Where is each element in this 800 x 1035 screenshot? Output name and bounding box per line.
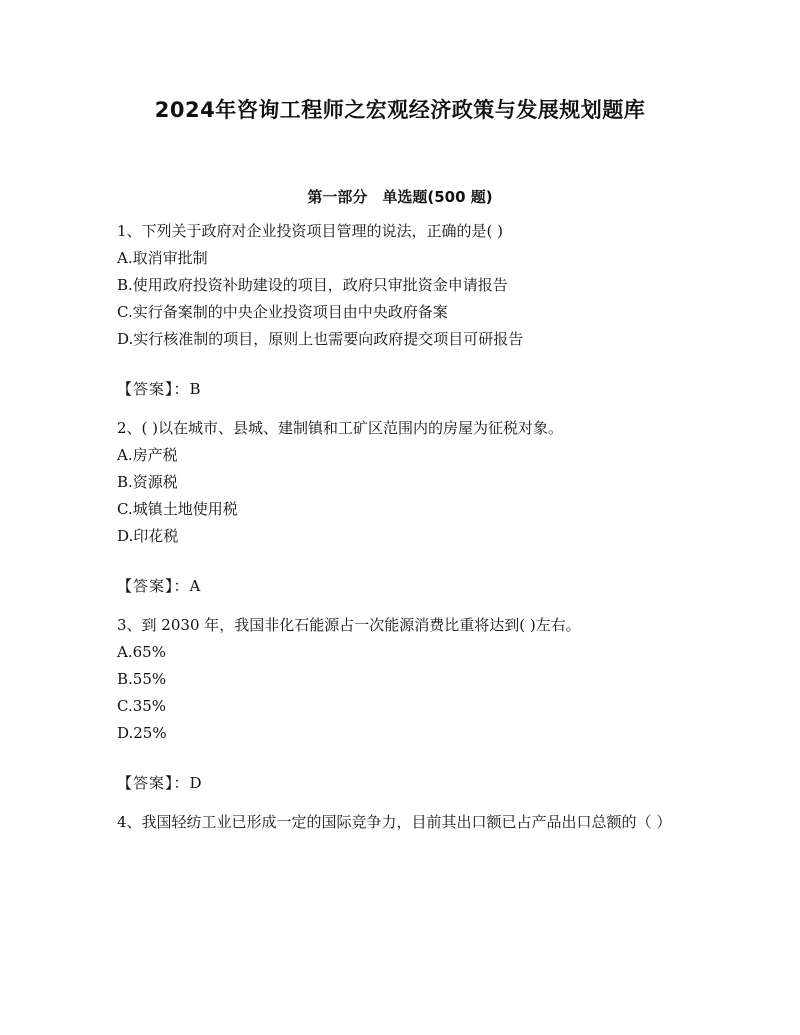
answer-value: B <box>189 380 201 398</box>
answer-line <box>117 376 687 403</box>
question-stem: 2、( )以在城市、县城、建制镇和工矿区范围内的房屋为征税对象。 <box>117 419 564 437</box>
option-d: D.25% <box>117 724 167 742</box>
question-stem: 1、下列关于政府对企业投资项目管理的说法，正确的是( ) <box>117 222 504 240</box>
question-stem: 4、我国轻纺工业已形成一定的国际竞争力，目前其出口额已占产品出口总额的（ ） <box>117 813 672 831</box>
question-3 <box>117 612 687 797</box>
option-c: C.实行备案制的中央企业投资项目由中央政府备案 <box>117 303 448 321</box>
question-1 <box>117 218 687 403</box>
question-2 <box>117 415 687 600</box>
answer-label: 【答案】： <box>117 774 190 792</box>
document-title: 2024年咨询工程师之宏观经济政策与发展规划题库 <box>154 98 646 122</box>
question-list <box>117 218 687 836</box>
option-a: A.房产税 <box>117 446 178 464</box>
answer-value: A <box>189 577 201 595</box>
option-c: C.城镇土地使用税 <box>117 500 238 518</box>
option-b: B.资源税 <box>117 473 178 491</box>
answer-label: 【答案】： <box>117 577 190 595</box>
option-d: D.印花税 <box>117 527 179 545</box>
option-d: D.实行核准制的项目，原则上也需要向政府提交项目可研报告 <box>117 330 524 348</box>
question-4 <box>117 809 687 836</box>
question-stem: 3、到 2030 年，我国非化石能源占一次能源消费比重将达到( )左右。 <box>117 616 581 634</box>
option-a: A.取消审批制 <box>117 249 208 267</box>
answer-label: 【答案】： <box>117 380 190 398</box>
answer-line <box>117 573 687 600</box>
option-b: B.使用政府投资补助建设的项目，政府只审批资金申请报告 <box>117 276 508 294</box>
option-b: B.55% <box>117 670 167 688</box>
answer-value: D <box>189 774 202 792</box>
section-title: 第一部分 单选题(500 题) <box>307 188 493 206</box>
option-a: A.65% <box>117 643 166 661</box>
option-c: C.35% <box>117 697 167 715</box>
answer-line <box>117 770 687 797</box>
